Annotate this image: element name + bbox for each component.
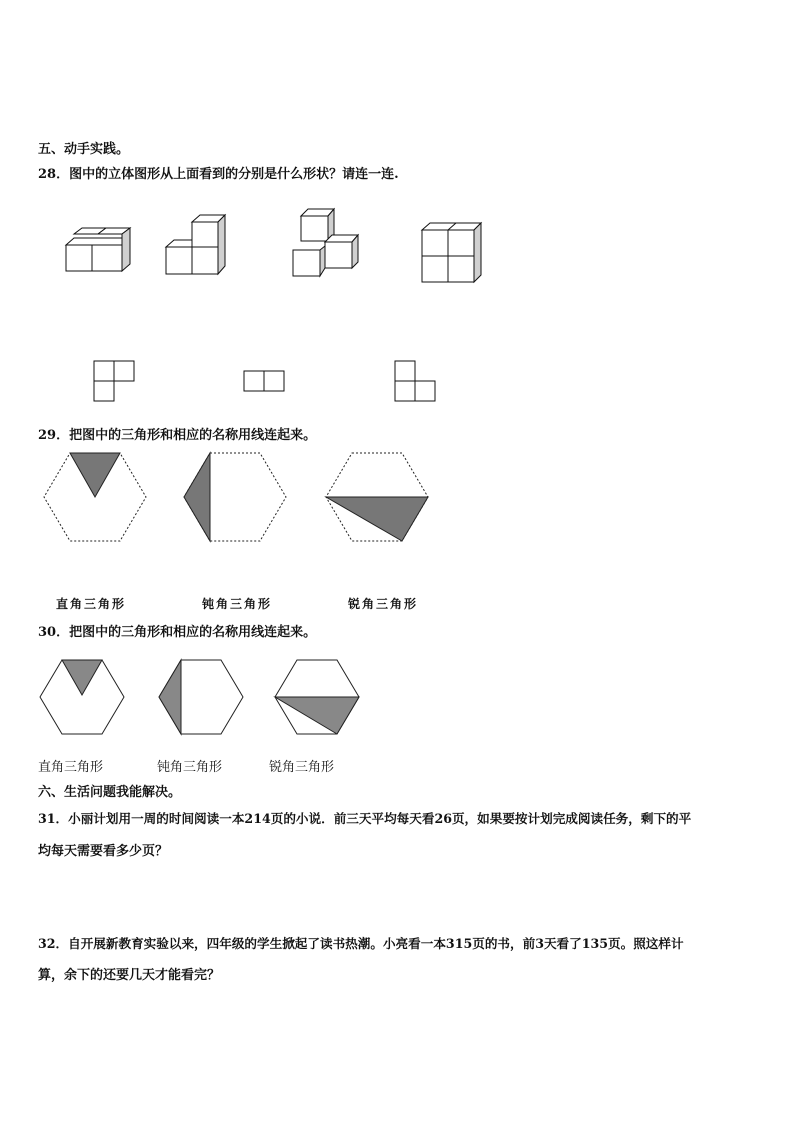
question-32-line-2: 算，余下的还要几天才能看完？	[38, 968, 221, 983]
q30-label-1: 直角三角形	[38, 760, 104, 775]
q29-label-1: 直角三角形	[56, 597, 127, 611]
question-28-text: 28．图中的立体图形从上面看到的分别是什么形状？请连一连.	[38, 167, 399, 182]
section-title-6: 六、生活问题我能解决。	[38, 785, 182, 800]
q30-triangle-2	[159, 660, 181, 734]
question-30-text: 30．把图中的三角形和相应的名称用线连起来。	[38, 625, 317, 640]
question-31-line-2: 均每天需要看多少页？	[38, 844, 169, 859]
question-31-line-1: 31．小丽计划用一周的时间阅读一本214页的小说．前三天平均每天看26页，如果要按计划完成阅读任务，剩下的平	[38, 811, 692, 826]
q29-label-2: 钝角三角形	[202, 597, 273, 611]
question-32-line-1: 32．自开展新教育实验以来，四年级的学生掀起了读书热潮。小亮看一本315页的书，前3天看了135页。照这样计	[38, 936, 684, 951]
q29-label-3: 锐角三角形	[348, 597, 419, 611]
q30-label-2: 钝角三角形	[157, 760, 223, 775]
question-29-text: 29．把图中的三角形和相应的名称用线连起来。	[38, 428, 317, 443]
q30-label-3: 锐角三角形	[269, 760, 335, 775]
section-title-5: 五、动手实践。	[38, 142, 130, 157]
